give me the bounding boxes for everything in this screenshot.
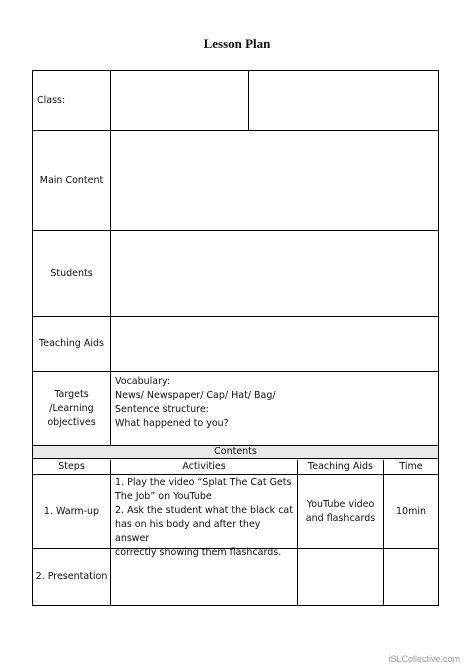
step-1-time: 10min <box>395 505 426 517</box>
step-2-aids <box>298 549 383 605</box>
class-row-divider <box>248 70 249 130</box>
row-label-class: Class: <box>37 94 66 106</box>
column-header-time: Time <box>399 461 423 472</box>
step-2-activity <box>115 550 295 604</box>
targets-value: Vocabulary: News/ Newspaper/ Cap/ Hat/ Bag/ Sentence structure: What happened to you? <box>115 376 276 429</box>
row-label-teaching-aids: Teaching Aids <box>39 338 104 349</box>
row-label-targets: Targets /Learning objectives <box>47 388 96 428</box>
row-label-students: Students <box>50 267 93 279</box>
col-divider-steps <box>110 460 111 606</box>
step-2-time <box>384 549 438 605</box>
column-header-activities: Activities <box>182 461 226 472</box>
contents-header: Contents <box>33 446 438 459</box>
step-1-activity: 1. Play the video “Splat The Cat Gets The Job” on YouTube 2. Ask the student what the black cat has on his body and after they answer correctly showing them flashcards. <box>115 477 293 558</box>
site-watermark: iSLCollective.com <box>388 654 460 664</box>
step-1-label: 1. Warm-up <box>43 505 100 517</box>
step-1-aids: YouTube video and flashcards <box>305 498 376 524</box>
column-header-teaching-aids: Teaching Aids <box>308 461 373 472</box>
step-2-label: 2. Presentation <box>35 571 108 582</box>
column-header-steps: Steps <box>58 461 85 472</box>
label-column-divider <box>110 70 111 446</box>
page-title: Lesson Plan <box>203 36 271 51</box>
row-label-main-content: Main Content <box>39 174 104 186</box>
